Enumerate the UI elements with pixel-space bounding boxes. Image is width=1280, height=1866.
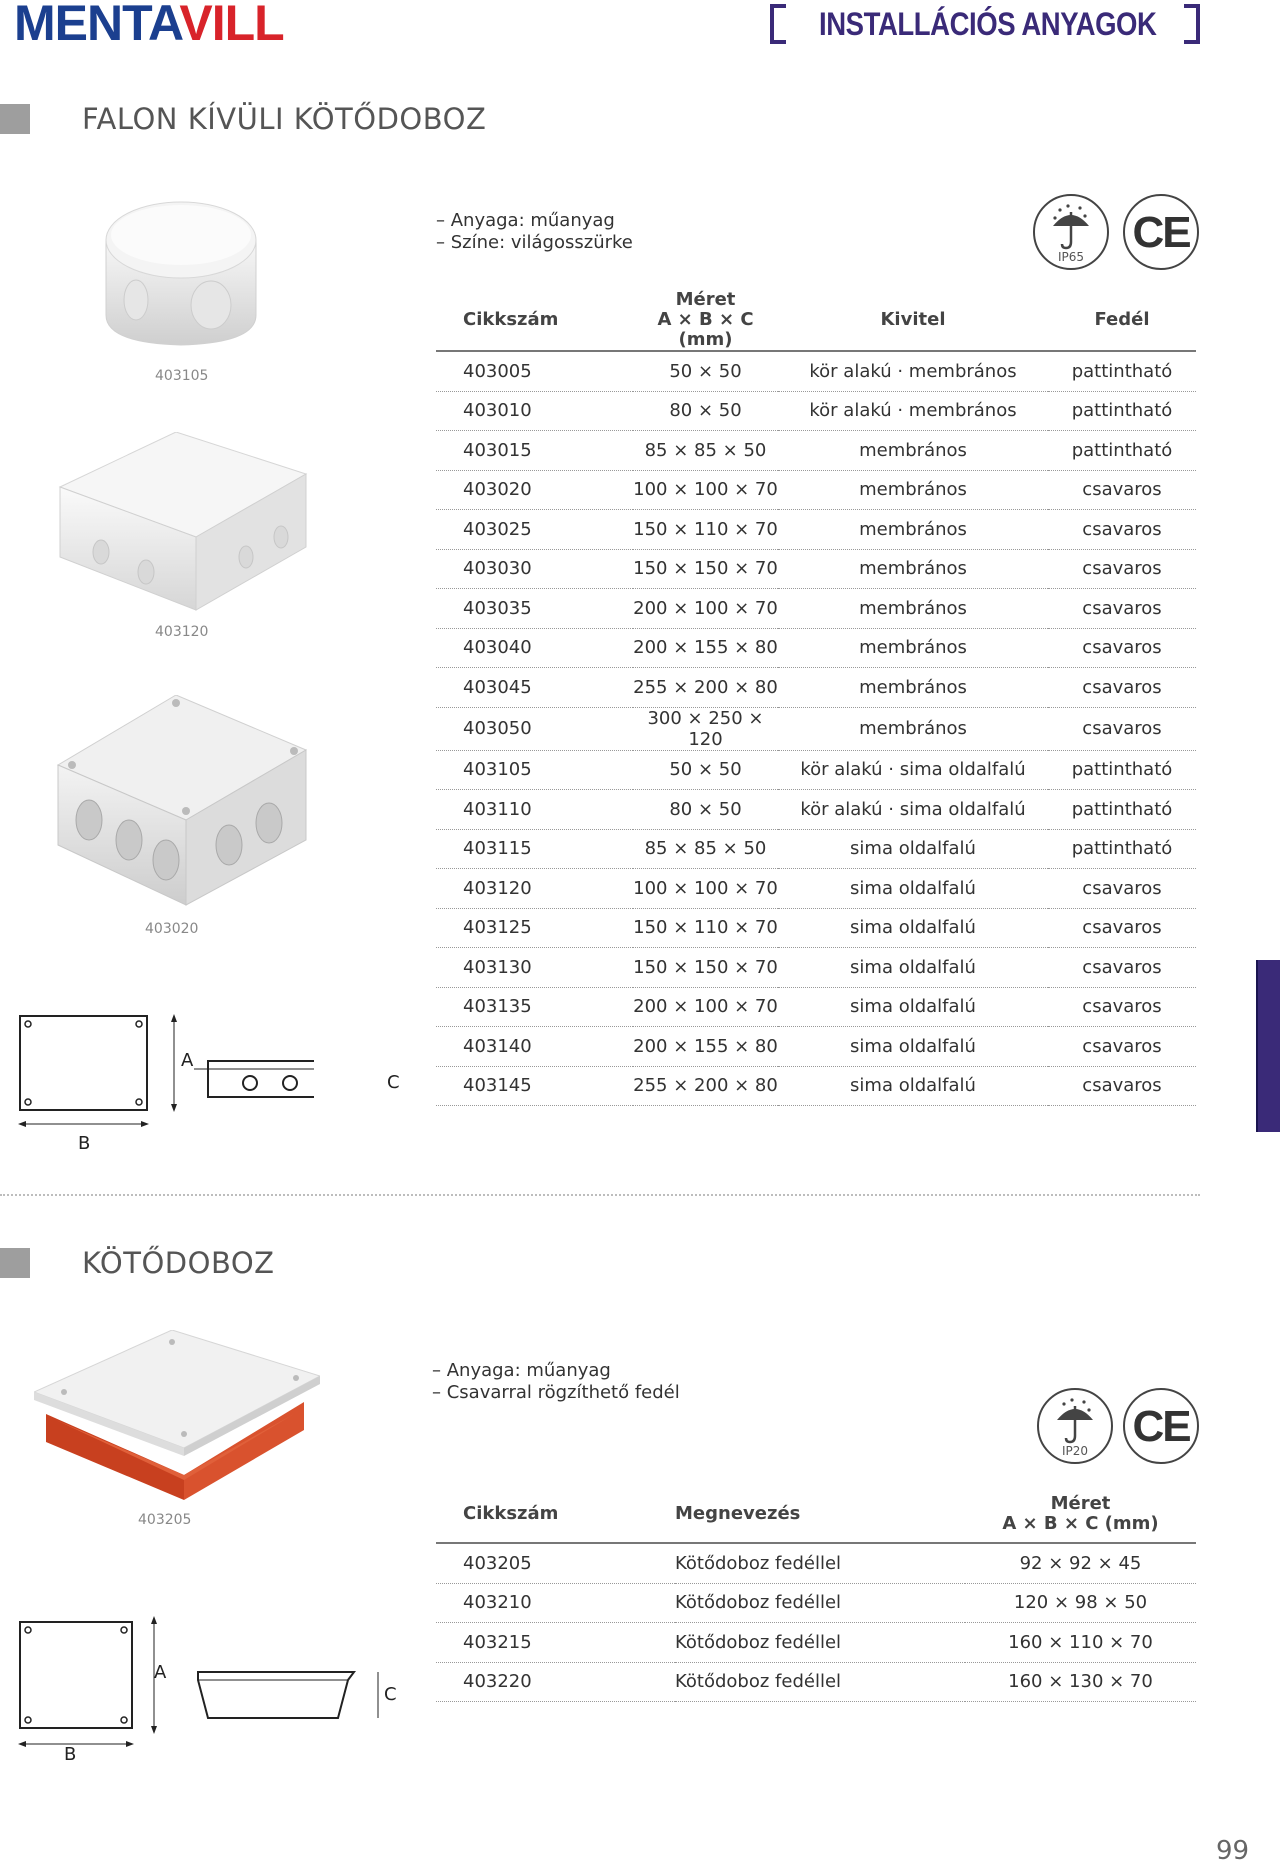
- ce-mark-icon: [1123, 1388, 1199, 1464]
- cell-variant: kör alakú · membrános: [778, 351, 1048, 391]
- dim-label-a: A: [154, 1662, 167, 1683]
- dim-label-b: B: [78, 1133, 91, 1154]
- header-size-line2: A × B × C (mm): [657, 309, 754, 350]
- cell-size: 50 × 50: [633, 351, 778, 391]
- cell-size: 160 × 110 × 70: [965, 1623, 1196, 1663]
- cell-code: 403040: [436, 628, 633, 668]
- cell-code: 403010: [436, 391, 633, 431]
- cell-size: 255 × 200 × 80: [633, 668, 778, 708]
- cell-lid: csavaros: [1048, 589, 1196, 629]
- cell-variant: kör alakú · membrános: [778, 391, 1048, 431]
- table-row: [436, 589, 1196, 629]
- cell-size: 85 × 85 × 50: [633, 431, 778, 471]
- cell-code: 403030: [436, 549, 633, 589]
- square-membrane-box-image: [54, 695, 310, 910]
- cell-size: 150 × 110 × 70: [633, 908, 778, 948]
- table-row: [436, 948, 1196, 988]
- cell-code: 403135: [436, 987, 633, 1027]
- cell-lid: csavaros: [1048, 869, 1196, 909]
- cell-variant: membrános: [778, 431, 1048, 471]
- table-row: [436, 908, 1196, 948]
- section2-title: KÖTŐDOBOZ: [82, 1246, 275, 1280]
- cell-size: 100 × 100 × 70: [633, 869, 778, 909]
- cell-name: Kötődoboz fedéllel: [675, 1662, 965, 1702]
- cell-size: 160 × 130 × 70: [965, 1662, 1196, 1702]
- cell-variant: membrános: [778, 510, 1048, 550]
- header-size-line1: Méret: [1050, 1493, 1111, 1514]
- flush-junction-box-image: [34, 1330, 320, 1500]
- header-size: [965, 1486, 1196, 1543]
- header-lid: Fedél: [1048, 290, 1196, 351]
- property-line: – Anyaga: műanyag: [432, 1360, 611, 1381]
- cell-code: 403020: [436, 470, 633, 510]
- table-header-row: [436, 290, 1196, 351]
- category-heading: [770, 4, 1200, 42]
- property-line: – Színe: világosszürke: [436, 232, 633, 253]
- cell-lid: csavaros: [1048, 510, 1196, 550]
- header-size: [633, 290, 778, 351]
- table-row: [436, 549, 1196, 589]
- table-row: [436, 750, 1196, 790]
- cell-lid: csavaros: [1048, 908, 1196, 948]
- cell-lid: pattintható: [1048, 790, 1196, 830]
- cell-size: 200 × 155 × 80: [633, 628, 778, 668]
- cell-code: 403110: [436, 790, 633, 830]
- section-marker: [0, 1248, 30, 1278]
- header-size-line2: A × B × C (mm): [1002, 1513, 1159, 1534]
- ce-label: CE: [1132, 1402, 1190, 1451]
- cell-variant: membrános: [778, 589, 1048, 629]
- cell-size: 150 × 110 × 70: [633, 510, 778, 550]
- cell-code: 403035: [436, 589, 633, 629]
- cell-code: 403215: [436, 1623, 675, 1663]
- cell-size: 80 × 50: [633, 391, 778, 431]
- cell-code: 403105: [436, 750, 633, 790]
- cell-code: 403045: [436, 668, 633, 708]
- cell-variant: sima oldalfalú: [778, 869, 1048, 909]
- cell-lid: pattintható: [1048, 431, 1196, 471]
- cell-lid: csavaros: [1048, 1066, 1196, 1106]
- cell-variant: membrános: [778, 707, 1048, 750]
- cell-lid: pattintható: [1048, 391, 1196, 431]
- table-row: [436, 470, 1196, 510]
- section-marker: [0, 104, 30, 134]
- table-row: [436, 431, 1196, 471]
- brand-logo: [14, 0, 284, 51]
- cell-variant: membrános: [778, 628, 1048, 668]
- image-caption: 403020: [145, 921, 199, 937]
- cell-size: 50 × 50: [633, 750, 778, 790]
- chapter-side-tab: [1256, 960, 1280, 1132]
- image-caption: 403120: [155, 624, 209, 640]
- table-row: [436, 628, 1196, 668]
- dim-label-a: A: [181, 1050, 194, 1071]
- cell-size: 200 × 155 × 80: [633, 1027, 778, 1067]
- section2-properties: [432, 1360, 680, 1404]
- table-row: [436, 510, 1196, 550]
- cell-code: 403120: [436, 869, 633, 909]
- ce-mark-icon: [1123, 194, 1199, 270]
- cell-name: Kötődoboz fedéllel: [675, 1543, 965, 1583]
- cell-size: 150 × 150 × 70: [633, 549, 778, 589]
- cell-lid: csavaros: [1048, 668, 1196, 708]
- cell-variant: sima oldalfalú: [778, 987, 1048, 1027]
- cell-code: 403140: [436, 1027, 633, 1067]
- cell-code: 403125: [436, 908, 633, 948]
- table-row: [436, 707, 1196, 750]
- cell-lid: csavaros: [1048, 1027, 1196, 1067]
- cell-code: 403015: [436, 431, 633, 471]
- table-row: [436, 987, 1196, 1027]
- section1-properties: [436, 210, 633, 254]
- square-junction-box-image: [56, 432, 308, 612]
- page-number: 99: [1216, 1836, 1250, 1866]
- cell-lid: csavaros: [1048, 549, 1196, 589]
- cell-variant: membrános: [778, 470, 1048, 510]
- cell-size: 255 × 200 × 80: [633, 1066, 778, 1106]
- cell-code: 403050: [436, 707, 633, 750]
- cell-variant: membrános: [778, 668, 1048, 708]
- cell-variant: kör alakú · sima oldalfalú: [778, 750, 1048, 790]
- cell-size: 92 × 92 × 45: [965, 1543, 1196, 1583]
- cell-size: 200 × 100 × 70: [633, 987, 778, 1027]
- table-row: [436, 869, 1196, 909]
- table-row: [436, 829, 1196, 869]
- dimension-drawing: [14, 1612, 394, 1760]
- image-caption: 403105: [155, 368, 209, 384]
- table-row: [436, 1662, 1196, 1702]
- table-row: [436, 1543, 1196, 1583]
- cell-code: 403145: [436, 1066, 633, 1106]
- ip65-rating-icon: [1033, 194, 1109, 270]
- cell-code: 403205: [436, 1543, 675, 1583]
- cell-size: 150 × 150 × 70: [633, 948, 778, 988]
- cell-code: 403025: [436, 510, 633, 550]
- header-size-line1: Méret: [675, 289, 736, 310]
- cell-variant: sima oldalfalú: [778, 1027, 1048, 1067]
- cell-lid: csavaros: [1048, 707, 1196, 750]
- header-name: Megnevezés: [675, 1486, 965, 1543]
- cell-code: 403115: [436, 829, 633, 869]
- image-caption: 403205: [138, 1512, 192, 1528]
- round-junction-box-image: [96, 195, 266, 355]
- cell-variant: membrános: [778, 549, 1048, 589]
- header-code: Cikkszám: [436, 290, 633, 351]
- header-variant: Kivitel: [778, 290, 1048, 351]
- table-row: [436, 1066, 1196, 1106]
- cell-variant: sima oldalfalú: [778, 829, 1048, 869]
- cell-name: Kötődoboz fedéllel: [675, 1583, 965, 1623]
- property-line: – Csavarral rögzíthető fedél: [432, 1382, 680, 1403]
- cell-name: Kötődoboz fedéllel: [675, 1623, 965, 1663]
- cell-size: 80 × 50: [633, 790, 778, 830]
- cell-lid: csavaros: [1048, 628, 1196, 668]
- cell-size: 300 × 250 × 120: [633, 707, 778, 750]
- cell-variant: sima oldalfalú: [778, 908, 1048, 948]
- ip20-rating-icon: [1037, 1388, 1113, 1464]
- cell-code: 403210: [436, 1583, 675, 1623]
- table-row: [436, 351, 1196, 391]
- cell-size: 200 × 100 × 70: [633, 589, 778, 629]
- dimension-drawing: [14, 1010, 314, 1155]
- cell-size: 100 × 100 × 70: [633, 470, 778, 510]
- table-row: [436, 790, 1196, 830]
- property-line: – Anyaga: műanyag: [436, 210, 615, 231]
- cell-lid: pattintható: [1048, 351, 1196, 391]
- cell-lid: pattintható: [1048, 750, 1196, 790]
- cell-size: 85 × 85 × 50: [633, 829, 778, 869]
- section2-spec-table: [436, 1486, 1196, 1702]
- table-row: [436, 1027, 1196, 1067]
- cell-variant: kör alakú · sima oldalfalú: [778, 790, 1048, 830]
- cell-lid: csavaros: [1048, 987, 1196, 1027]
- header-code: Cikkszám: [436, 1486, 675, 1543]
- cell-code: 403220: [436, 1662, 675, 1702]
- cell-variant: sima oldalfalú: [778, 948, 1048, 988]
- ip65-label: IP65: [1057, 250, 1085, 264]
- dim-label-c: C: [384, 1684, 397, 1705]
- cell-code: 403130: [436, 948, 633, 988]
- table-row: [436, 391, 1196, 431]
- ce-label: CE: [1132, 208, 1190, 257]
- cell-variant: sima oldalfalú: [778, 1066, 1048, 1106]
- cell-lid: csavaros: [1048, 470, 1196, 510]
- category-title: INSTALLÁCIÓS ANYAGOK: [819, 6, 1157, 42]
- dim-label-b: B: [64, 1744, 77, 1765]
- table-row: [436, 668, 1196, 708]
- cell-size: 120 × 98 × 50: [965, 1583, 1196, 1623]
- cell-lid: pattintható: [1048, 829, 1196, 869]
- ip20-label: IP20: [1061, 1444, 1089, 1458]
- section1-title: FALON KÍVÜLI KÖTŐDOBOZ: [82, 102, 487, 136]
- cell-code: 403005: [436, 351, 633, 391]
- section1-spec-table: [436, 290, 1196, 1106]
- table-row: [436, 1623, 1196, 1663]
- table-header-row: [436, 1486, 1196, 1543]
- section-divider: [0, 1194, 1200, 1196]
- brand-logo-part1: MENTA: [14, 0, 180, 51]
- table-row: [436, 1583, 1196, 1623]
- brand-logo-part2: VILL: [179, 0, 284, 51]
- cell-lid: csavaros: [1048, 948, 1196, 988]
- dim-label-c: C: [387, 1072, 400, 1093]
